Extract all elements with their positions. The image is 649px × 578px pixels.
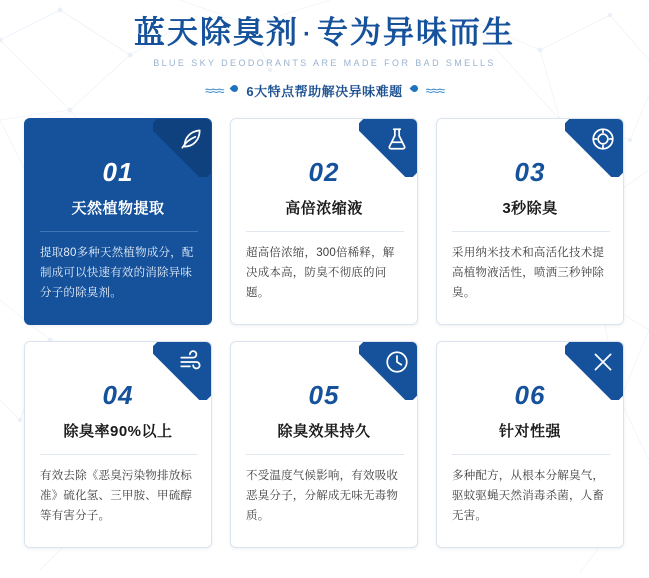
droplet-right-icon: [410, 84, 419, 96]
card-divider-03: [452, 231, 610, 232]
card-divider-06: [452, 454, 610, 455]
feature-card-04: [24, 341, 212, 548]
card-number-06: 06: [514, 379, 546, 410]
card-desc-05: 不受温度气候影响，有效吸收恶臭分子，分解成无味无毒物质。: [246, 469, 399, 522]
card-number-01: 01: [102, 156, 134, 187]
card-corner-02: [359, 119, 417, 177]
clock-icon: [384, 349, 410, 375]
card-title-06: 针对性强: [498, 422, 561, 440]
card-number-02: 02: [308, 156, 340, 187]
card-title-04: 除臭率90%以上: [63, 422, 173, 440]
subtitle-english: BLUE SKY DEODORANTS ARE MADE FOR BAD SMELLS: [153, 57, 496, 68]
target-icon: [590, 126, 616, 152]
tagline-row: [0, 81, 649, 100]
card-number-04: 04: [102, 379, 134, 410]
droplet-left-icon: [230, 84, 239, 96]
feature-card-01: [24, 118, 212, 325]
card-corner-01: [153, 119, 211, 177]
wave-left-icon: ≈≈≈: [204, 82, 224, 98]
card-corner-04: [153, 342, 211, 400]
card-corner-06: [565, 342, 623, 400]
card-title-03: 3秒除臭: [502, 199, 558, 217]
card-divider-05: [246, 454, 404, 455]
card-desc-04: 有效去除《恶臭污染物排放标准》硫化氢、三甲胺、甲硫醇等有害分子。: [40, 469, 193, 522]
card-divider-01: [40, 231, 198, 232]
card-desc-06: 多种配方，从根本分解臭气，驱蚊驱蝇天然消毒杀菌，人畜无害。: [452, 469, 605, 522]
card-desc-03: 采用纳米技术和高活化技术提高植物液活性，喷洒三秒钟除臭。: [452, 246, 605, 299]
card-divider-02: [246, 231, 404, 232]
card-number-03: 03: [514, 156, 546, 187]
feature-card-06: [436, 341, 624, 548]
title-part-1: 蓝天除臭剂: [134, 15, 299, 50]
feature-card-05: [230, 341, 418, 548]
title-separator-dot: ·: [303, 20, 313, 48]
feature-card-grid: [24, 118, 625, 548]
card-title-05: 除臭效果持久: [277, 422, 371, 440]
card-corner-03: [565, 119, 623, 177]
feature-card-02: [230, 118, 418, 325]
card-title-01: 天然植物提取: [71, 199, 165, 217]
card-corner-05: [359, 342, 417, 400]
card-number-05: 05: [308, 379, 340, 410]
page-title: [0, 14, 649, 53]
title-part-2: 专为异味而生: [317, 15, 515, 50]
leaf-icon: [178, 126, 204, 152]
wave-right-icon: ≈≈≈: [425, 82, 445, 98]
card-divider-04: [40, 454, 198, 455]
tagline-text: 6大特点帮助解决异味难题: [246, 83, 403, 99]
card-desc-02: 超高倍浓缩，300倍稀释，解决成本高，防臭不彻底的问题。: [246, 246, 395, 299]
card-title-02: 高倍浓缩液: [285, 199, 363, 217]
feature-card-03: [436, 118, 624, 325]
poster-header: [0, 0, 649, 100]
cross-icon: [590, 349, 616, 375]
flask-icon: [384, 126, 410, 152]
wind-icon: [178, 349, 204, 375]
card-desc-01: 提取80多种天然植物成分，配制成可以快速有效的消除异味分子的除臭剂。: [40, 246, 194, 299]
